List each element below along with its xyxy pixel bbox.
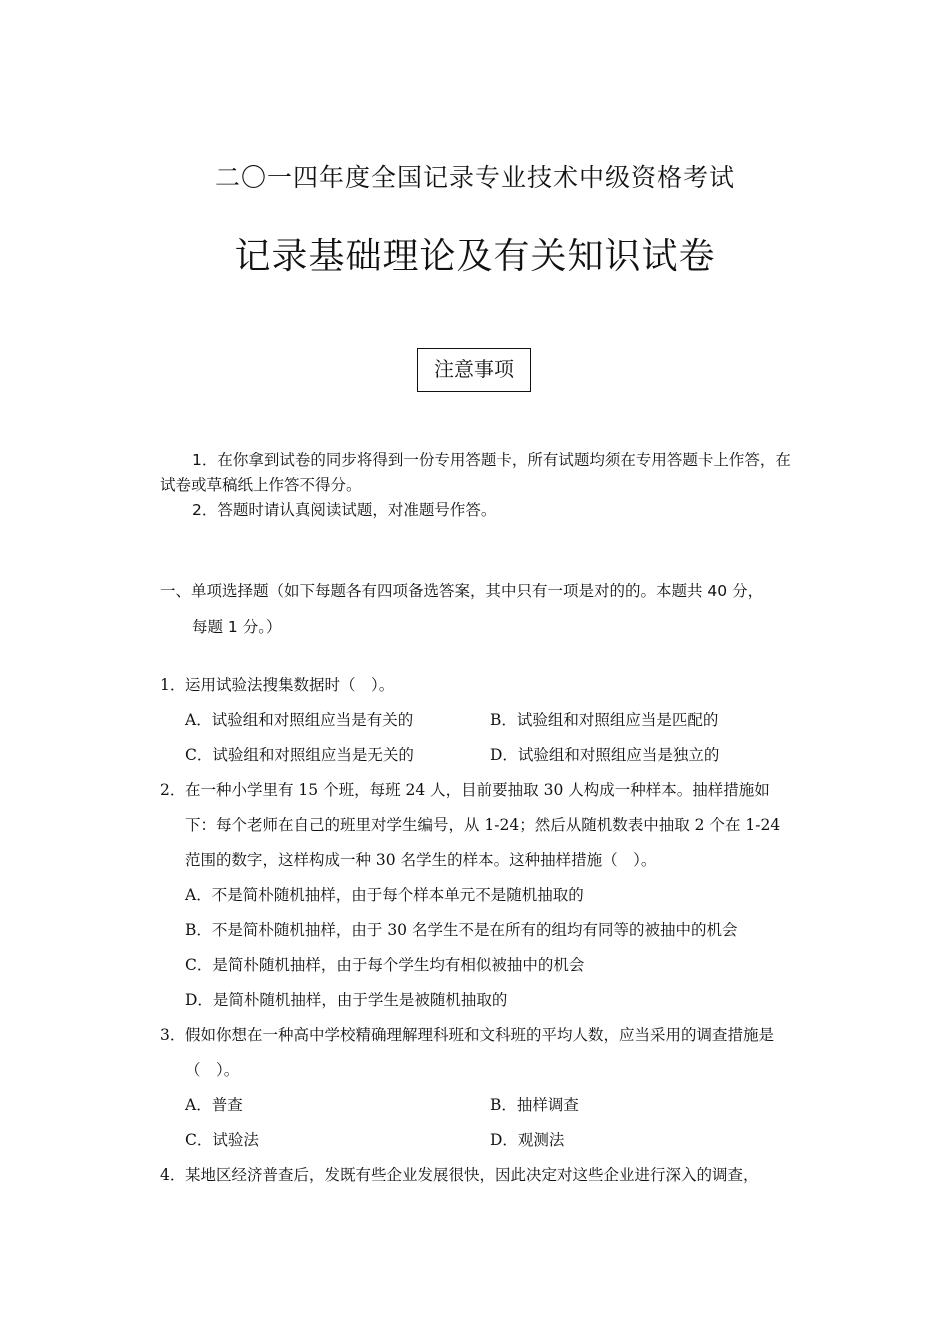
option-c: C．试验法 [185, 1131, 259, 1149]
notice-item: 1．在你拿到试卷的同步将得到一份专用答题卡，所有试题均须在专用答题卡上作答，在试卷或草稿纸上作答不得分。 [160, 451, 791, 494]
option-c: C．试验组和对照组应当是无关的 [185, 746, 414, 764]
option-c: C．是简朴随机抽样，由于每个学生均有相似被抽中的机会 [185, 956, 585, 974]
section-heading [160, 573, 810, 645]
question-stem [160, 668, 800, 703]
option-row [160, 1123, 800, 1158]
option-b: B．不是简朴随机抽样，由于 30 名学生不是在所有的组均有同等的被抽中的机会 [185, 921, 738, 939]
question-text: 在一种小学里有 15 个班，每班 24 人，目前要抽取 30 人构成一种样本。抽样措施如下：每个老师在自己的班里对学生编号，从 1-24；然后从随机数表中抽取 2 个在 1-24 范围的数字，这样构成一种 30 名学生的样本。这种抽样措施（ ）。 [185, 781, 781, 869]
question-text: 假如你想在一种高中学校精确理解理科班和文科班的平均人数，应当采用的调查措施是（ ）。 [185, 1026, 775, 1079]
option-d: D．观测法 [490, 1131, 565, 1149]
option-row [160, 738, 800, 773]
question-stem [160, 1018, 800, 1088]
notice-heading: 注意事项 [417, 348, 531, 392]
section-heading-line: 每题 1 分。） [192, 618, 282, 636]
option-row [160, 703, 800, 738]
question-text: 运用试验法搜集数据时（ ）。 [185, 676, 395, 694]
question-2 [160, 773, 800, 1018]
notice-list [160, 448, 800, 523]
option-d: D．是简朴随机抽样，由于学生是被随机抽取的 [185, 991, 508, 1009]
option-a: A．不是简朴随机抽样，由于每个样本单元不是随机抽取的 [185, 886, 584, 904]
question-number: 2． [160, 781, 186, 799]
exam-title: 记录基础理论及有关知识试卷 [234, 236, 716, 277]
question-1 [160, 668, 800, 773]
option-b: B．试验组和对照组应当是匹配的 [490, 711, 719, 729]
question-3 [160, 1018, 800, 1158]
option-b: B．抽样调查 [490, 1096, 579, 1114]
option-row [160, 1088, 800, 1123]
question-4 [160, 1158, 800, 1193]
question-number: 3． [160, 1026, 186, 1044]
question-number: 1． [160, 676, 186, 694]
question-number: 4． [160, 1166, 186, 1184]
notice-item: 2．答题时请认真阅读试题，对准题号作答。 [192, 501, 497, 519]
option-a: A．普查 [185, 1096, 243, 1114]
section-heading-line: 一、单项选择题（如下每题各有四项备选答案，其中只有一项是对的的。本题共 40 分， [160, 582, 764, 600]
question-stem [160, 773, 800, 878]
option-d: D．试验组和对照组应当是独立的 [490, 746, 720, 764]
question-text: 某地区经济普查后，发既有些企业发展很快，因此决定对这些企业进行深入的调查， [185, 1166, 759, 1184]
question-list [160, 668, 800, 1193]
option-a: A．试验组和对照组应当是有关的 [185, 711, 414, 729]
question-stem [160, 1158, 800, 1193]
exam-subtitle: 二〇一四年度全国记录专业技术中级资格考试 [214, 163, 735, 192]
